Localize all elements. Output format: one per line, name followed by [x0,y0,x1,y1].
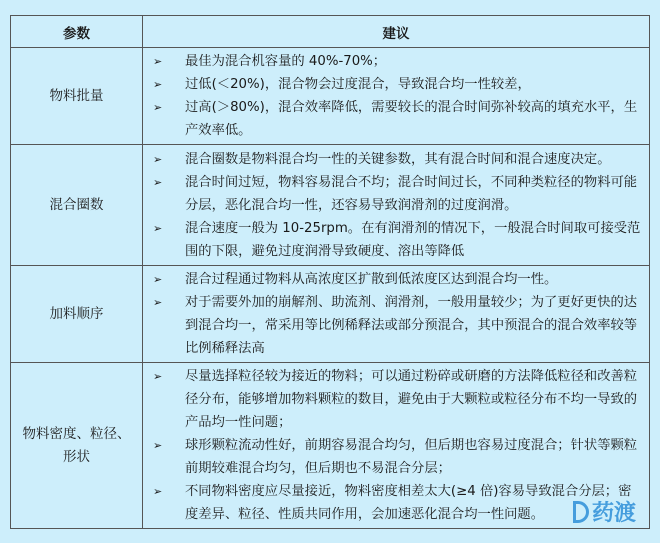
table-header-row [11,16,650,48]
param-cell: 混合圈数 [11,145,143,266]
advice-cell [143,48,650,145]
advice-item [143,217,641,263]
logo-text: 药渡 [592,501,637,526]
header-advice: 建议 [143,16,650,48]
advice-text: 不同物料密度应尽量接近，物料密度相差太大(≥4 倍)容易导致混合分层；密度差异、粒径、性质共同作用，会加速恶化混合均一性问题。 [185,484,632,522]
advice-item [143,480,641,526]
advice-text: 球形颗粒流动性好，前期容易混合均匀，但后期也容易过度混合；针状等颗粒前期较难混合均匀，但后期也不易混合分层； [185,438,638,476]
advice-list [143,148,641,263]
advice-text: 最佳为混合机容量的 40%-70%； [185,54,387,69]
advice-item [143,434,641,480]
arrow-bullet-icon: ➢ [153,370,163,383]
advice-list [143,365,641,526]
arrow-bullet-icon: ➢ [153,175,163,189]
advice-text: 混合过程通过物料从高浓度区扩散到低浓度区达到混合均一性。 [185,272,558,287]
advice-cell [143,145,650,266]
arrow-bullet-icon: ➢ [153,55,163,68]
param-cell: 物料批量 [11,48,143,145]
advice-item [143,171,641,217]
advice-text: 过高(＞80%)，混合效率降低，需要较长的混合时间弥补较高的填充水平，生产效率低。 [185,100,638,138]
advice-cell [143,266,650,363]
advice-item [143,96,641,142]
advice-text: 过低(＜20%)，混合物会过度混合，导致混合均一性较差， [185,77,531,92]
advice-list [143,50,641,142]
advice-item [143,73,641,96]
mixing-parameters-table [10,15,650,529]
arrow-bullet-icon: ➢ [153,439,163,452]
arrow-bullet-icon: ➢ [153,273,163,286]
arrow-bullet-icon: ➢ [153,152,163,166]
advice-list [143,268,641,360]
table-row [11,363,650,529]
advice-text: 尽量选择粒径较为接近的物料；可以通过粉碎或研磨的方法降低粒径和改善粒径分布，能够增加物料颗粒的数目，避免由于大颗粒或粒径分布不均一导致的产品均一性问题； [185,369,638,430]
table-row [11,48,650,145]
arrow-bullet-icon: ➢ [153,485,163,498]
advice-text: 混合速度一般为 10-25rpm。在有润滑剂的情况下，一般混合时间取可接受范围的下限，避免过度润滑导致硬度、溶出等降低 [185,220,641,259]
advice-item [143,50,641,73]
advice-item [143,148,641,171]
arrow-bullet-icon: ➢ [153,221,163,235]
yaodu-logo [573,496,636,527]
advice-text: 混合时间过短，物料容易混合不均；混合时间过长，不同种类粒径的物料可能分层，恶化混合均一性，还容易导致润滑剂的过度润滑。 [185,174,638,213]
table-row [11,266,650,363]
advice-item [143,291,641,360]
param-cell: 物料密度、粒径、形状 [11,363,143,529]
advice-text: 混合圈数是物料混合均一性的关键参数，其有混合时间和混合速度决定。 [185,151,611,167]
header-param: 参数 [11,16,143,48]
param-cell: 加料顺序 [11,266,143,363]
arrow-bullet-icon: ➢ [153,78,163,91]
table-row [11,145,650,266]
arrow-bullet-icon: ➢ [153,101,163,114]
logo-mark-icon [573,501,589,523]
advice-item [143,268,641,291]
arrow-bullet-icon: ➢ [153,296,163,309]
advice-item [143,365,641,434]
advice-text: 对于需要外加的崩解剂、助流剂、润滑剂，一般用量较少；为了更好更快的达到混合均一，常采用等比例稀释法或部分预混合，其中预混合的混合效率较等比例稀释法高 [185,295,638,356]
